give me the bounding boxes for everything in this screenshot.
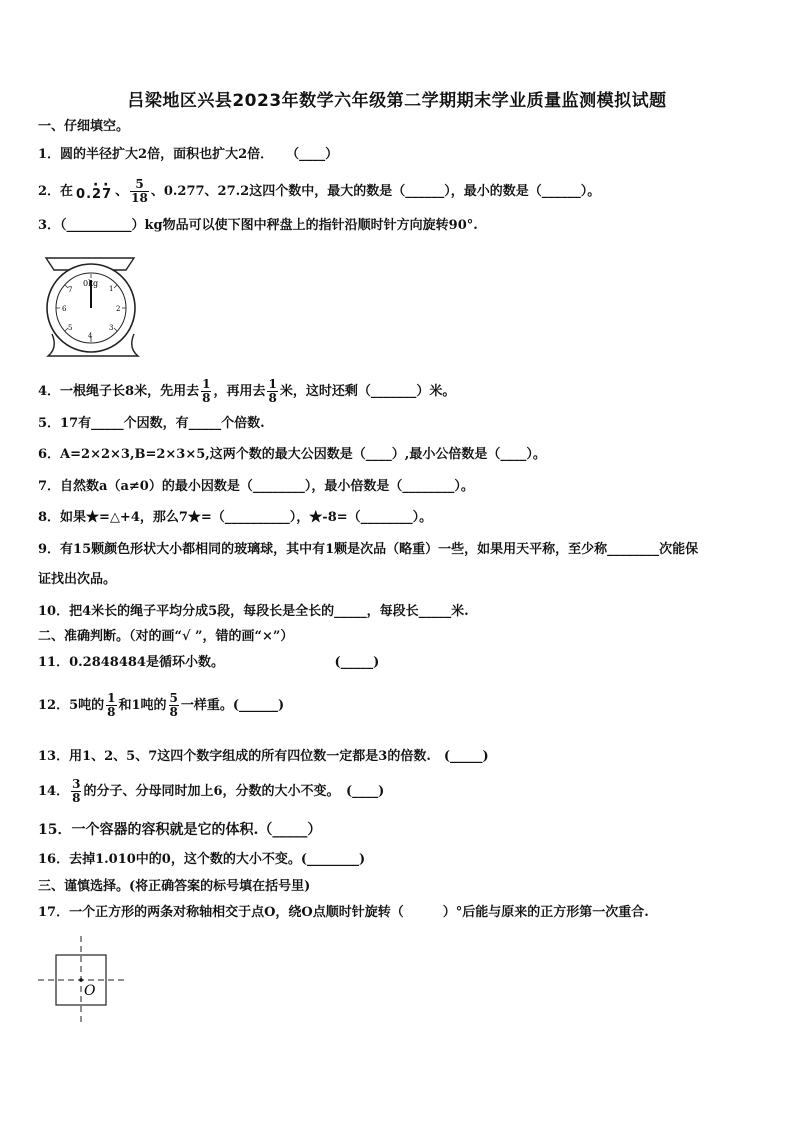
fraction-1-8-b bbox=[267, 378, 277, 405]
question-15: 15．一个容器的容积就是它的体积.（_____） bbox=[38, 822, 322, 838]
center-point bbox=[79, 978, 83, 982]
fraction-denominator: 8 bbox=[72, 791, 81, 805]
fraction-denominator: 8 bbox=[169, 705, 178, 719]
fraction-1-8 bbox=[106, 692, 116, 719]
scale-figure bbox=[38, 250, 148, 362]
section-3-heading: 三、谨慎选择。(将正确答案的标号填在括号里) bbox=[38, 879, 311, 894]
scale-num-6: 6 bbox=[62, 305, 67, 313]
question-12-pre: 12．5吨的 bbox=[38, 698, 105, 713]
question-3: 3．（__________）kg物品可以使下图中秤盘上的指针沿顺时针方向旋转90°. bbox=[38, 218, 478, 233]
scale-num-7: 7 bbox=[68, 286, 73, 294]
square-figure bbox=[36, 934, 136, 1024]
question-14 bbox=[38, 778, 384, 805]
fraction-denominator: 18 bbox=[131, 191, 148, 205]
decimal-repeat-digit-2: · 7 bbox=[102, 187, 112, 202]
scale-num-5: 5 bbox=[68, 324, 73, 332]
fraction-5-8 bbox=[169, 692, 179, 719]
question-9-line-2: 证找出次品。 bbox=[38, 572, 117, 587]
repeating-decimal bbox=[76, 187, 112, 202]
fraction-5-18 bbox=[130, 178, 149, 205]
page-title: 吕梁地区兴县2023年数学六年级第二学期期末学业质量监测模拟试题 bbox=[127, 91, 667, 111]
fraction-numerator: 1 bbox=[107, 691, 116, 705]
question-7: 7．自然数a（a≠0）的最小因数是（________），最小倍数是（________）。 bbox=[38, 479, 474, 494]
question-14-pre: 14． bbox=[38, 784, 70, 799]
section-2-heading: 二、准确判断。（对的画“√ ”，错的画“×”） bbox=[38, 629, 294, 644]
scale-num-4: 4 bbox=[88, 332, 93, 340]
question-2-pre: 2．在 bbox=[38, 184, 74, 199]
section-1-heading: 一、仔细填空。 bbox=[38, 119, 130, 134]
question-1: 1．圆的半径扩大2倍，面积也扩大2倍． （____） bbox=[38, 147, 339, 162]
scale-unit-label: 0kg bbox=[83, 279, 99, 288]
fraction-numerator: 3 bbox=[72, 777, 81, 791]
question-9-line-1: 9．有15颗颜色形状大小都相同的玻璃球，其中有1颗是次品（略重）一些，如果用天平称，至少称________次能保 bbox=[38, 542, 699, 557]
question-13: 13．用1、2、5、7这四个数字组成的所有四位数一定都是3的倍数. (_____) bbox=[38, 749, 489, 764]
question-4-pre: 4．一根绳子长8米，先用去 bbox=[38, 384, 200, 399]
question-4-mid: ，再用去 bbox=[213, 384, 266, 399]
question-4-post: 米，这时还剩（_______）米。 bbox=[279, 384, 456, 399]
fraction-numerator: 5 bbox=[169, 691, 178, 705]
decimal-repeat-digit-1: · 2 bbox=[92, 187, 102, 202]
scale-num-2: 2 bbox=[116, 305, 121, 313]
fraction-numerator: 1 bbox=[268, 377, 277, 391]
question-2-post: 、0.277、27.2这四个数中，最大的数是（______），最小的数是（______）。 bbox=[150, 184, 601, 199]
question-10: 10．把4米长的绳子平均分成5段，每段长是全长的_____，每段长_____米. bbox=[38, 604, 469, 619]
question-12 bbox=[38, 692, 284, 719]
question-8: 8．如果★=△+4，那么7★=（__________），★-8=（________）。 bbox=[38, 510, 433, 525]
scale-num-1: 1 bbox=[109, 285, 114, 293]
fraction-numerator: 5 bbox=[130, 178, 149, 192]
center-label: O bbox=[84, 983, 96, 999]
decimal-int: 0. bbox=[76, 187, 93, 202]
question-14-post: 的分子、分母同时加上6，分数的大小不变。 (____) bbox=[83, 784, 385, 799]
question-5: 5．17有_____个因数，有_____个倍数. bbox=[38, 416, 265, 431]
question-2-sep: 、 bbox=[115, 184, 129, 199]
question-17: 17．一个正方形的两条对称轴相交于点O，绕O点顺时针旋转（ ）°后能与原来的正方形第一次重合. bbox=[38, 905, 649, 920]
question-12-mid: 和1吨的 bbox=[118, 698, 167, 713]
question-6: 6．A=2×2×3,B=2×3×5,这两个数的最大公因数是（____）,最小公倍数是（____）。 bbox=[38, 447, 546, 462]
question-2 bbox=[38, 178, 600, 205]
fraction-denominator: 8 bbox=[107, 705, 116, 719]
fraction-1-8-a bbox=[201, 378, 211, 405]
fraction-numerator: 1 bbox=[202, 377, 211, 391]
fraction-denominator: 8 bbox=[268, 391, 277, 405]
question-16: 16．去掉1.010中的0，这个数的大小不变。(________) bbox=[38, 852, 366, 867]
question-4 bbox=[38, 378, 455, 405]
fraction-3-8 bbox=[71, 778, 81, 805]
question-12-post: 一样重。(______) bbox=[180, 698, 285, 713]
question-11: 11．0.2848484是循环小数。 (_____) bbox=[38, 655, 380, 670]
scale-num-3: 3 bbox=[109, 324, 114, 332]
fraction-denominator: 8 bbox=[202, 391, 211, 405]
